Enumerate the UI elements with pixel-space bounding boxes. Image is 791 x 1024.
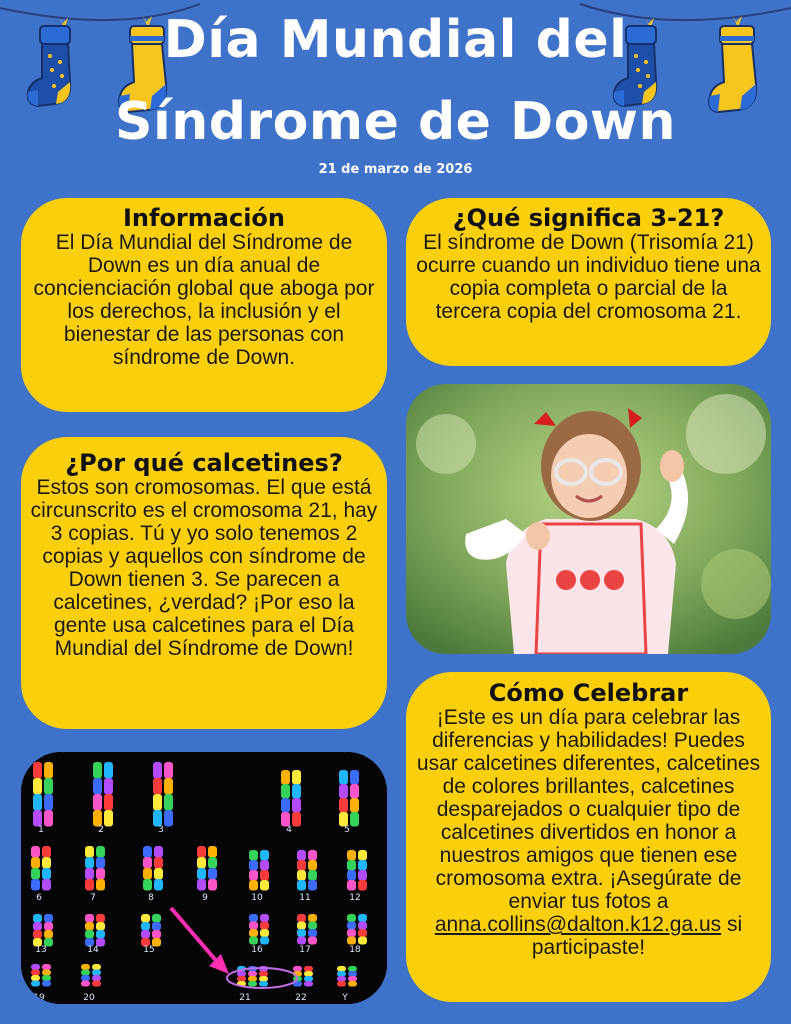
info-body: El Día Mundial del Síndrome de Down es un día anual de concienciación global que aboga por los derechos, la inclusión y el bienestar de las personas con síndrome de Down. [33, 231, 375, 369]
chromosome-band [96, 914, 105, 923]
chromosome-label: 11 [299, 893, 311, 903]
karyotype-image [21, 752, 387, 1004]
chromosome-band [259, 971, 268, 977]
email-link[interactable]: anna.collins@dalton.k12.ga.us [434, 913, 722, 936]
chromosome-band [249, 850, 258, 861]
chromosome-band [248, 971, 257, 977]
chromosome-band [152, 930, 161, 939]
chromosome-band [260, 914, 269, 922]
chromosome-band [164, 762, 173, 779]
chromosome-band [81, 970, 90, 976]
chromosome-band [44, 914, 53, 923]
chromosome-band [31, 970, 40, 976]
chromosome-band [347, 929, 356, 937]
chromosome-band [141, 922, 150, 931]
chromosome-band [337, 966, 346, 972]
chromosome-band [208, 868, 217, 880]
chromosome-band [42, 879, 51, 891]
chromosome-band [347, 850, 356, 861]
chromosome-band [42, 970, 51, 976]
chromosome-band [259, 981, 268, 987]
chromosome-band [259, 976, 268, 982]
chromosome-band [292, 798, 301, 813]
chromosome-label: 15 [143, 945, 155, 955]
chromosome-band [297, 860, 306, 871]
chromosome-label: 12 [349, 893, 361, 903]
chromosome-band [104, 778, 113, 795]
chromosome-label: 16 [251, 945, 263, 955]
chromosome-band [297, 850, 306, 861]
chromosome-band [31, 857, 40, 869]
chromosome-band [31, 879, 40, 891]
chromosome-band [93, 794, 102, 811]
chromosome-band [249, 870, 258, 881]
chromosome-band [308, 929, 317, 937]
chromosome-band [154, 846, 163, 858]
chromosome-band [308, 880, 317, 891]
chromosome-band [44, 762, 53, 779]
chromosome-band [33, 778, 42, 795]
chromosome-label: 20 [83, 993, 95, 1003]
chromosome-band [308, 922, 317, 930]
chromosome-band [42, 964, 51, 970]
chromosome-band [297, 929, 306, 937]
chromosome-band [85, 857, 94, 869]
chromosome-band [358, 929, 367, 937]
chromosome-band [33, 930, 42, 939]
chromosome-band [339, 798, 348, 813]
chromosome-band [337, 976, 346, 982]
chromosome-band [304, 976, 313, 982]
page-title-line1: Día Mundial del [163, 10, 628, 70]
chromosome-band [104, 794, 113, 811]
chromosome-band [96, 930, 105, 939]
chromosome-band [347, 937, 356, 945]
chromosome-band [304, 966, 313, 972]
chromosome-band [31, 964, 40, 970]
chromosome-band [249, 914, 258, 922]
chromosome-band [33, 762, 42, 779]
chromosome-label: 1 [38, 825, 44, 835]
chromosome-band [260, 860, 269, 871]
chromosome-band [141, 914, 150, 923]
event-date: 21 de marzo de 2026 [318, 162, 473, 177]
chromosome-band [297, 922, 306, 930]
chromosome-band [308, 870, 317, 881]
chromosome-band [337, 981, 346, 987]
chromosome-band [308, 937, 317, 945]
chromosome-band [339, 770, 348, 785]
chromosome-band [292, 770, 301, 785]
chromosome-label: 4 [286, 825, 292, 835]
chromosome-band [153, 778, 162, 795]
celebrate-body [412, 706, 765, 959]
chromosome-band [85, 922, 94, 931]
chromosome-label: 6 [36, 893, 42, 903]
chromosome-band [260, 880, 269, 891]
chromosome-band [260, 929, 269, 937]
chromosome-band [141, 930, 150, 939]
chromosome-band [93, 762, 102, 779]
chromosome-label: 8 [148, 893, 154, 903]
chromosome-band [350, 770, 359, 785]
socks-body: Estos son cromosomas. El que está circunscrito es el cromosoma 21, hay 3 copias. Tú y yo solo tenemos 2 copias y aquellos con síndrome de Down tienen 3. Se parecen a calcetines, ¿verdad? ¡Por eso la gente usa calcetines para el Día Mundial del Síndrome de Down! [30, 476, 378, 660]
chromosome-band [249, 880, 258, 891]
chromosome-band [104, 810, 113, 827]
chromosome-label: 19 [33, 993, 45, 1003]
meaning-card [406, 198, 771, 366]
chromosome-band [347, 914, 356, 922]
chromosome-band [153, 794, 162, 811]
chromosome-band [347, 922, 356, 930]
meaning-body: El síndrome de Down (Trisomía 21) ocurre cuando un individuo tiene una copia completa o parcial de la tercera copia del cromosoma 21. [416, 231, 761, 323]
chromosome-band [81, 981, 90, 987]
chromosome-band [154, 868, 163, 880]
chromosome-band [337, 971, 346, 977]
chromosome-label: 22 [295, 993, 307, 1003]
chromosome-band [249, 922, 258, 930]
chromosome-band [208, 857, 217, 869]
chromosome-band [358, 880, 367, 891]
info-card [21, 198, 387, 412]
chromosome-band [249, 860, 258, 871]
chromosome-band [92, 981, 101, 987]
chromosome-band [42, 975, 51, 981]
chromosome-band [304, 981, 313, 987]
chromosome-band [154, 857, 163, 869]
chromosome-band [308, 914, 317, 922]
chromosome-band [152, 922, 161, 931]
chromosome-label: 18 [349, 945, 361, 955]
chromosome-band [143, 868, 152, 880]
celebrate-heading: Cómo Celebrar [488, 679, 689, 707]
chromosome-band [350, 812, 359, 827]
celebrate-end: si participaste! [531, 913, 743, 959]
chromosome-band [96, 922, 105, 931]
chromosome-label: 3 [158, 825, 164, 835]
chromosome-band [85, 879, 94, 891]
chromosome-label: 10 [251, 893, 263, 903]
chromosome-band [348, 976, 357, 982]
chromosome-band [348, 981, 357, 987]
chromosome-band [281, 784, 290, 799]
chromosome-band [85, 930, 94, 939]
chromosome-band [350, 784, 359, 799]
child-photo [406, 384, 771, 654]
chromosome-label: 2 [98, 825, 104, 835]
chromosome-band [44, 810, 53, 827]
chromosome-band [347, 870, 356, 881]
chromosome-band [249, 937, 258, 945]
chromosome-band [260, 937, 269, 945]
chromosome-band [92, 970, 101, 976]
chromosome-band [297, 914, 306, 922]
chromosome-band [104, 762, 113, 779]
chromosome-band [348, 971, 357, 977]
chromosome-band [281, 798, 290, 813]
chromosome-band [350, 798, 359, 813]
chromosome-band [197, 868, 206, 880]
chromosome-band [248, 976, 257, 982]
chromosome-band [237, 971, 246, 977]
chromosome-band [33, 922, 42, 931]
chromosome-label: 17 [299, 945, 311, 955]
chromosome-band [304, 971, 313, 977]
chromosome-band [96, 868, 105, 880]
chromosome-band [31, 868, 40, 880]
chromosome-band [42, 981, 51, 987]
chromosome-band [42, 868, 51, 880]
chromosome-band [96, 857, 105, 869]
celebrate-text: ¡Este es un día para celebrar las diferencias y habilidades! Puedes usar calcetines diferentes, calcetines de colores brillantes, calcetines desparejados o cualquier tipo de calcetines divertidos en honor a nuestros amigos que tienen ese cromosoma extra. ¡Asegúrate de enviar tus fotos a [416, 706, 761, 913]
chromosome-band [42, 857, 51, 869]
chromosome-band [93, 778, 102, 795]
chromosome-band [208, 846, 217, 858]
socks-card [21, 437, 387, 729]
chromosome-label: 13 [35, 945, 47, 955]
chromosome-band [308, 860, 317, 871]
chromosome-band [164, 810, 173, 827]
chromosome-band [260, 850, 269, 861]
chromosome-band [197, 879, 206, 891]
chromosome-band [339, 784, 348, 799]
info-heading: Información [122, 204, 285, 232]
chromosome-band [31, 975, 40, 981]
chromosome-band [308, 850, 317, 861]
chromosome-band [197, 857, 206, 869]
chromosome-band [33, 794, 42, 811]
chromosome-band [347, 860, 356, 871]
chromosome-band [96, 846, 105, 858]
celebrate-card [406, 672, 771, 1002]
socks-heading: ¿Por qué calcetines? [65, 449, 343, 477]
chromosome-band [85, 846, 94, 858]
chromosome-band [197, 846, 206, 858]
chromosome-band [260, 922, 269, 930]
chromosome-label: 9 [202, 893, 208, 903]
chromosome-band [297, 880, 306, 891]
chromosome-band [81, 964, 90, 970]
chromosome-band [31, 846, 40, 858]
chromosome-band [44, 930, 53, 939]
chromosome-band [292, 784, 301, 799]
chromosome-band [92, 975, 101, 981]
chromosome-band [249, 929, 258, 937]
chromosome-band [44, 778, 53, 795]
chromosome-band [85, 914, 94, 923]
chromosome-band [44, 922, 53, 931]
chromosome-band [358, 914, 367, 922]
chromosome-band [152, 914, 161, 923]
chromosome-band [143, 879, 152, 891]
chromosome-band [348, 966, 357, 972]
chromosome-band [248, 981, 257, 987]
chromosome-band [260, 870, 269, 881]
chromosome-band [358, 870, 367, 881]
chromosome-band [153, 762, 162, 779]
chromosome-band [358, 860, 367, 871]
chromosome-band [358, 937, 367, 945]
chromosome-band [208, 879, 217, 891]
chromosome-label: Y [342, 993, 348, 1003]
chromosome-band [164, 794, 173, 811]
page-title-line2: Síndrome de Down [115, 92, 676, 152]
chromosome-band [281, 770, 290, 785]
chromosome-band [42, 846, 51, 858]
chromosome-label: 14 [87, 945, 99, 955]
chromosome-band [292, 812, 301, 827]
chromosome-band [143, 857, 152, 869]
chromosome-band [297, 937, 306, 945]
chromosome-band [44, 794, 53, 811]
chromosome-band [347, 880, 356, 891]
chromosome-band [237, 976, 246, 982]
chromosome-band [143, 846, 152, 858]
chromosome-band [92, 964, 101, 970]
chromosome-label: 7 [90, 893, 96, 903]
chromosome-label: 5 [344, 825, 350, 835]
chromosome-band [358, 922, 367, 930]
chromosome-band [154, 879, 163, 891]
chromosome-band [85, 868, 94, 880]
chromosome-band [164, 778, 173, 795]
chromosome-label: 21 [239, 993, 251, 1003]
chromosome-band [293, 966, 302, 972]
chromosome-band [33, 914, 42, 923]
chromosome-band [96, 879, 105, 891]
chromosome-band [81, 975, 90, 981]
chromosome-band [297, 870, 306, 881]
meaning-heading: ¿Qué significa 3-21? [452, 204, 725, 232]
chromosome-band [358, 850, 367, 861]
chromosome-band [31, 981, 40, 987]
